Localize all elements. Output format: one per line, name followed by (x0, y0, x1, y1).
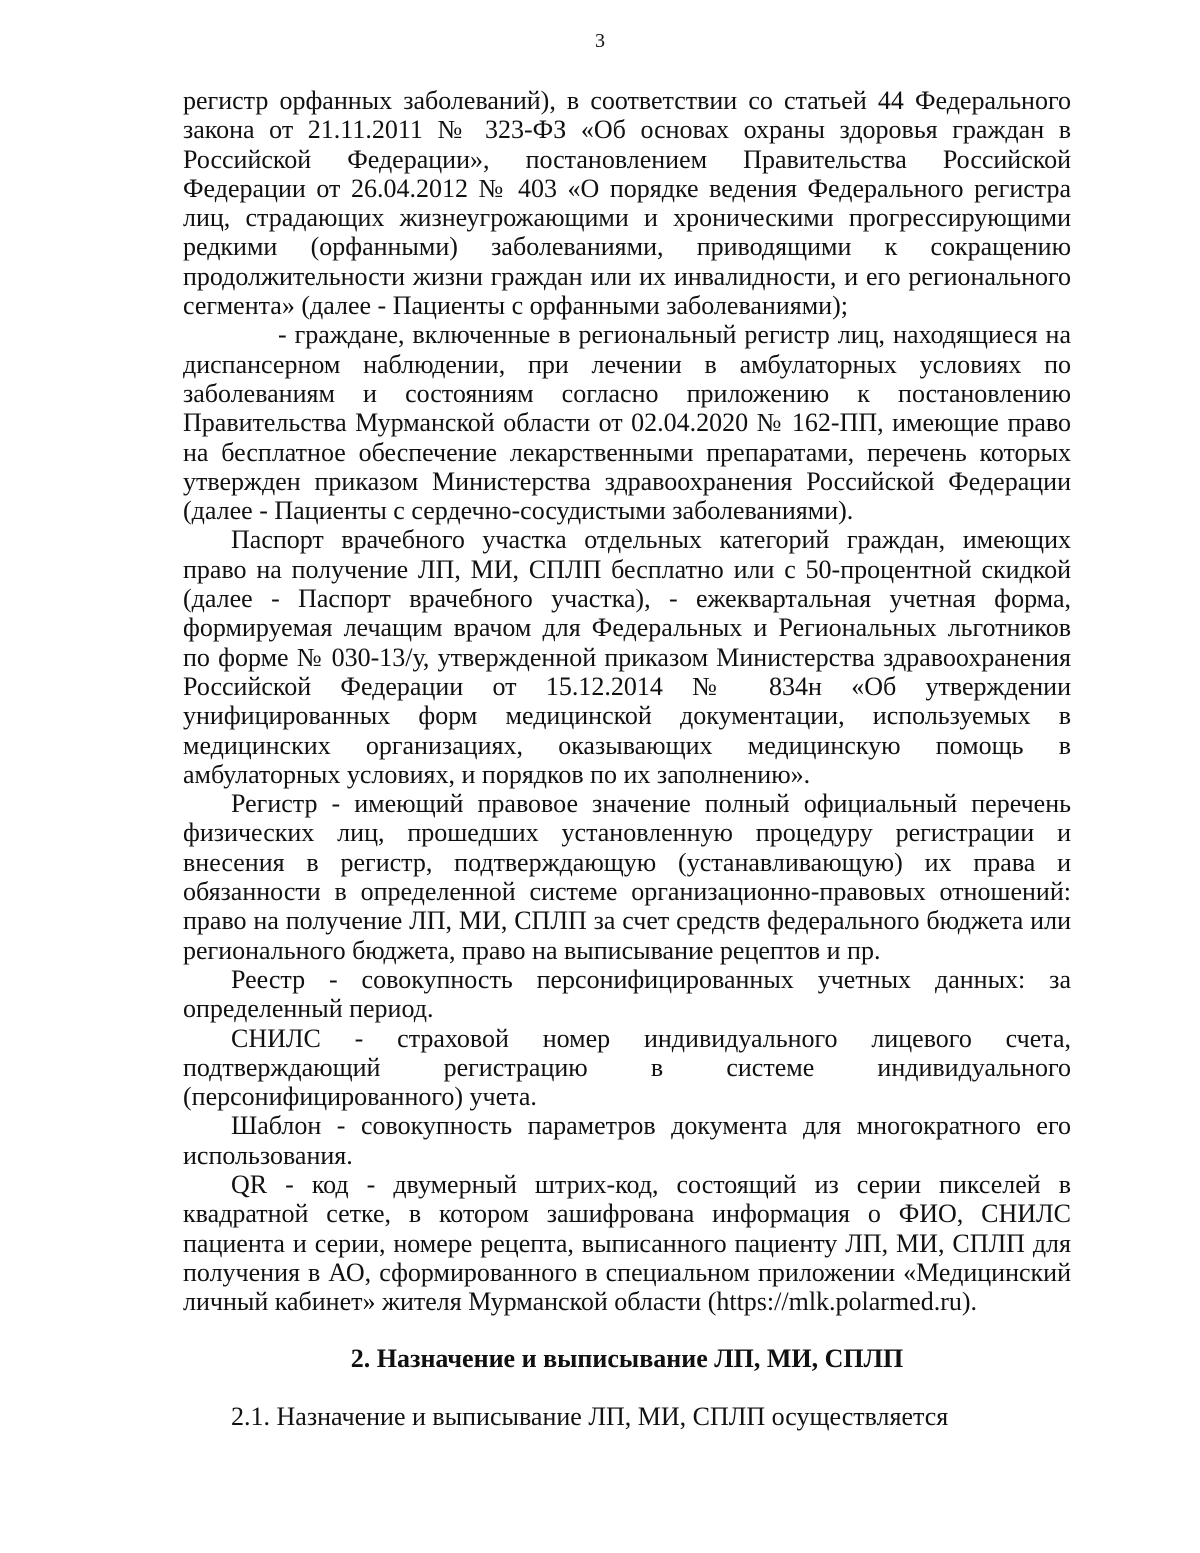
paragraph-district-passport: Паспорт врачебного участка отдельных категорий граждан, имеющих право на получение ЛП, МИ, СПЛП бесплатно или с 50-процентной скидкой (далее - Паспорт врачебного участка), - ежеквартальная учетная форма, формируемая лечащим врачом для Федеральных и Региональных льготников по форме № 030-13/у, утвержденной приказом Министерства здравоохранения Российской Федерации от 15.12.2014 № 834н «Об утверждении унифицированных форм медицинской документации, используемых в медицинских организациях, оказывающих медицинскую помощь в амбулаторных условиях, и порядков по их заполнению». (183, 525, 1071, 789)
paragraph-registry-definition: Реестр - совокупность персонифицированных учетных данных: за определенный период. (183, 964, 1071, 1024)
section-heading: 2. Назначение и выписывание ЛП, МИ, СПЛП (350, 1344, 904, 1374)
paragraph-register-definition: Регистр - имеющий правовое значение полный официальный перечень физических лиц, прошедших установленную процедуру регистрации и внесения в регистр, подтверждающую (устанавливающую) их права и обязанности в определенной системе организационно-правовых отношений: право на получение ЛП, МИ, СПЛП за счет средств федерального бюджета или регионального бюджета, право на выписывание рецептов и пр. (183, 789, 1071, 965)
page-number: 3 (595, 30, 605, 52)
paragraph-qr-definition: QR - код - двумерный штрих-код, состоящий из серии пикселей в квадратной сетке, в котором зашифрована информация о ФИО, СНИЛС пациента и серии, номере рецепта, выписанного пациенту ЛП, МИ, СПЛП для получения в АО, сформированного в специальном приложении «Медицинский личный кабинет» жителя Мурманской области (https://mlk.polarmed.ru). (183, 1169, 1071, 1317)
paragraph-snils-definition: СНИЛС - страховой номер индивидуального лицевого счета, подтверждающий регистрацию в системе индивидуального (персонифицированного) учета. (183, 1023, 1071, 1112)
paragraph-orphan-patients: регистр орфанных заболеваний), в соответствии со статьей 44 Федерального закона от 21.11.2011 № 323-ФЗ «Об основах охраны здоровья граждан в Российской Федерации», постановлением Правительства Российской Федерации от 26.04.2012 № 403 «О порядке ведения Федерального регистра лиц, страдающих жизнеугрожающими и хроническими прогрессирующими редкими (орфанными) заболеваниями, приводящими к сокращению продолжительности жизни граждан или их инвалидности, и его регионального сегмента» (далее - Пациенты с орфанными заболеваниями); (183, 86, 1071, 321)
paragraph-template-definition: Шаблон - совокупность параметров документа для многократного его использования. (183, 1111, 1071, 1170)
paragraph-section-2-1: 2.1. Назначение и выписывание ЛП, МИ, СПЛП осуществляется (231, 1401, 949, 1431)
paragraph-cardio-patients: - граждане, включенные в региональный регистр лиц, находящиеся на диспансерном наблюдении, при лечении в амбулаторных условиях по заболеваниям и состояниям согласно приложению к постановлению Правительства Мурманской области от 02.04.2020 № 162-ПП, имеющие право на бесплатное обеспечение лекарственными препаратами, перечень которых утвержден приказом Министерства здравоохранения Российской Федерации (далее - Пациенты с сердечно-сосудистыми заболеваниями). (183, 320, 1071, 526)
document-body (183, 86, 1071, 1431)
